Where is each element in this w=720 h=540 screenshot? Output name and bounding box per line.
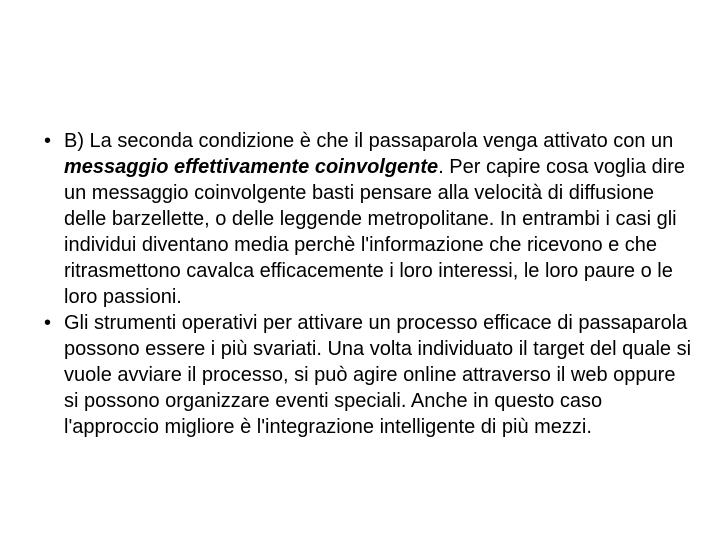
- bullet-item-2: [44, 310, 694, 440]
- bullet-list: [44, 128, 694, 440]
- bullet-marker: •: [44, 130, 52, 152]
- bullet-text-emphasis: messaggio effettivamente coinvolgente: [64, 156, 439, 178]
- bullet-text-part1: B) La seconda condizione è che il passaparola venga attivato con un: [64, 130, 674, 152]
- bullet-marker: •: [44, 312, 52, 334]
- bullet-item-1: [44, 128, 694, 310]
- bullet-text: Gli strumenti operativi per attivare un processo efficace di passaparola possono essere i più svariati. Una volta individuato il target del quale si vuole avviare il processo, si può agire online attraverso il web oppure si possono organizzare eventi speciali. Anche in questo caso l'approccio migliore è l'integrazione intelligente di più mezzi.: [64, 312, 692, 438]
- bullet-text-part2: . Per capire cosa voglia dire un messaggio coinvolgente basti pensare alla velocità di diffusione delle barzellette, o delle leggende metropolitane. In entrambi i casi gli individui diventano media perchè l'informazione che ricevono e che ritrasmettono cavalca efficacemente i loro interessi, le loro paure o le loro passioni.: [64, 156, 685, 308]
